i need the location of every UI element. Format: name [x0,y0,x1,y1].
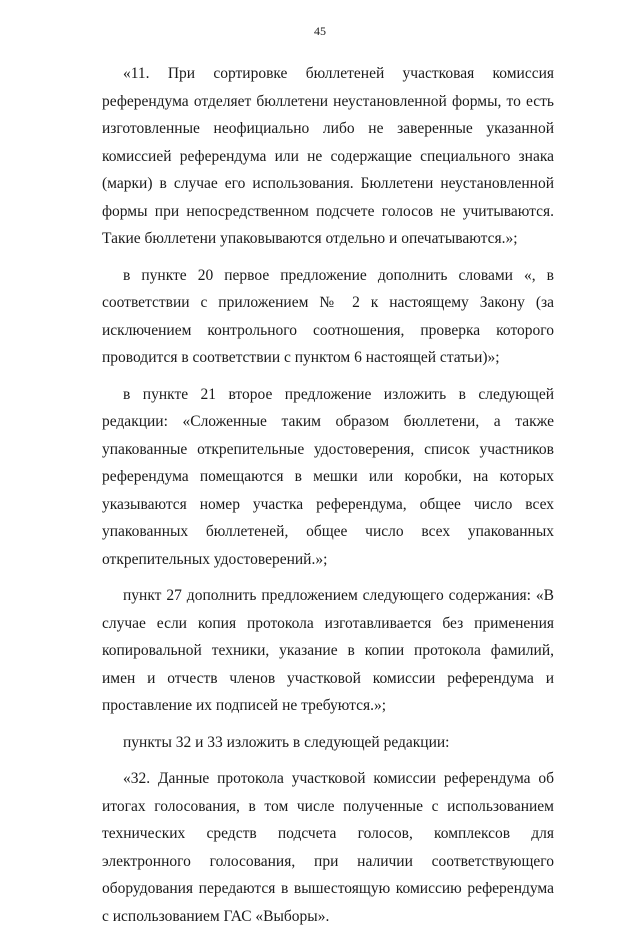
page-number: 45 [314,24,326,38]
paragraph-point-21: в пункте 21 второе предложение изложить в следующей редакции: «Сложенные таким образом бюллетени, а также упакованные открепительные удостоверения, список участников референдума помещаются в мешки или коробки, на которых указываются номер участка референдума, общее число всех упакованных бюллетеней, общее число всех упакованных открепительных удостоверений.»; [102,385,554,568]
paragraph-clause-32: «32. Данные протокола участковой комиссии референдума об итогах голосования, в том числе полученные с использованием технических средств подсчета голосов, комплексов для электронного голосования, при наличии соответствующего оборудования передаются в вышестоящую комиссию референдума с использованием ГАС «Выборы». [102,770,554,925]
paragraph-point-20: в пункте 20 первое предложение дополнить словами «, в соответствии с приложением № 2 к настоящему Закону (за исключением контрольного соотношения, проверка которого проводится в соответствии с пунктом 6 настоящей статьи)»; [102,266,554,366]
document-body [102,60,554,939]
paragraph-point-27: пункт 27 дополнить предложением следующего содержания: «В случае если копия протокола изготавливается без применения копировальной техники, указание в копии протокола фамилий, имен и отчеств членов участковой комиссии референдума и проставление их подписей не требуются.»; [102,587,554,714]
paragraph-points-32-33: пункты 32 и 33 изложить в следующей редакции: [123,733,450,751]
paragraph-clause-11: «11. При сортировке бюллетеней участковая комиссия референдума отделяет бюллетени неустановленной формы, то есть изготовленные неофициально либо не заверенные указанной комиссией референдума или не содержащие специального знака (марки) в случае его использования. Бюллетени неустановленной формы при непосредственном подсчете голосов не учитываются. Такие бюллетени упаковываются отдельно и опечатываются.»; [102,65,554,247]
